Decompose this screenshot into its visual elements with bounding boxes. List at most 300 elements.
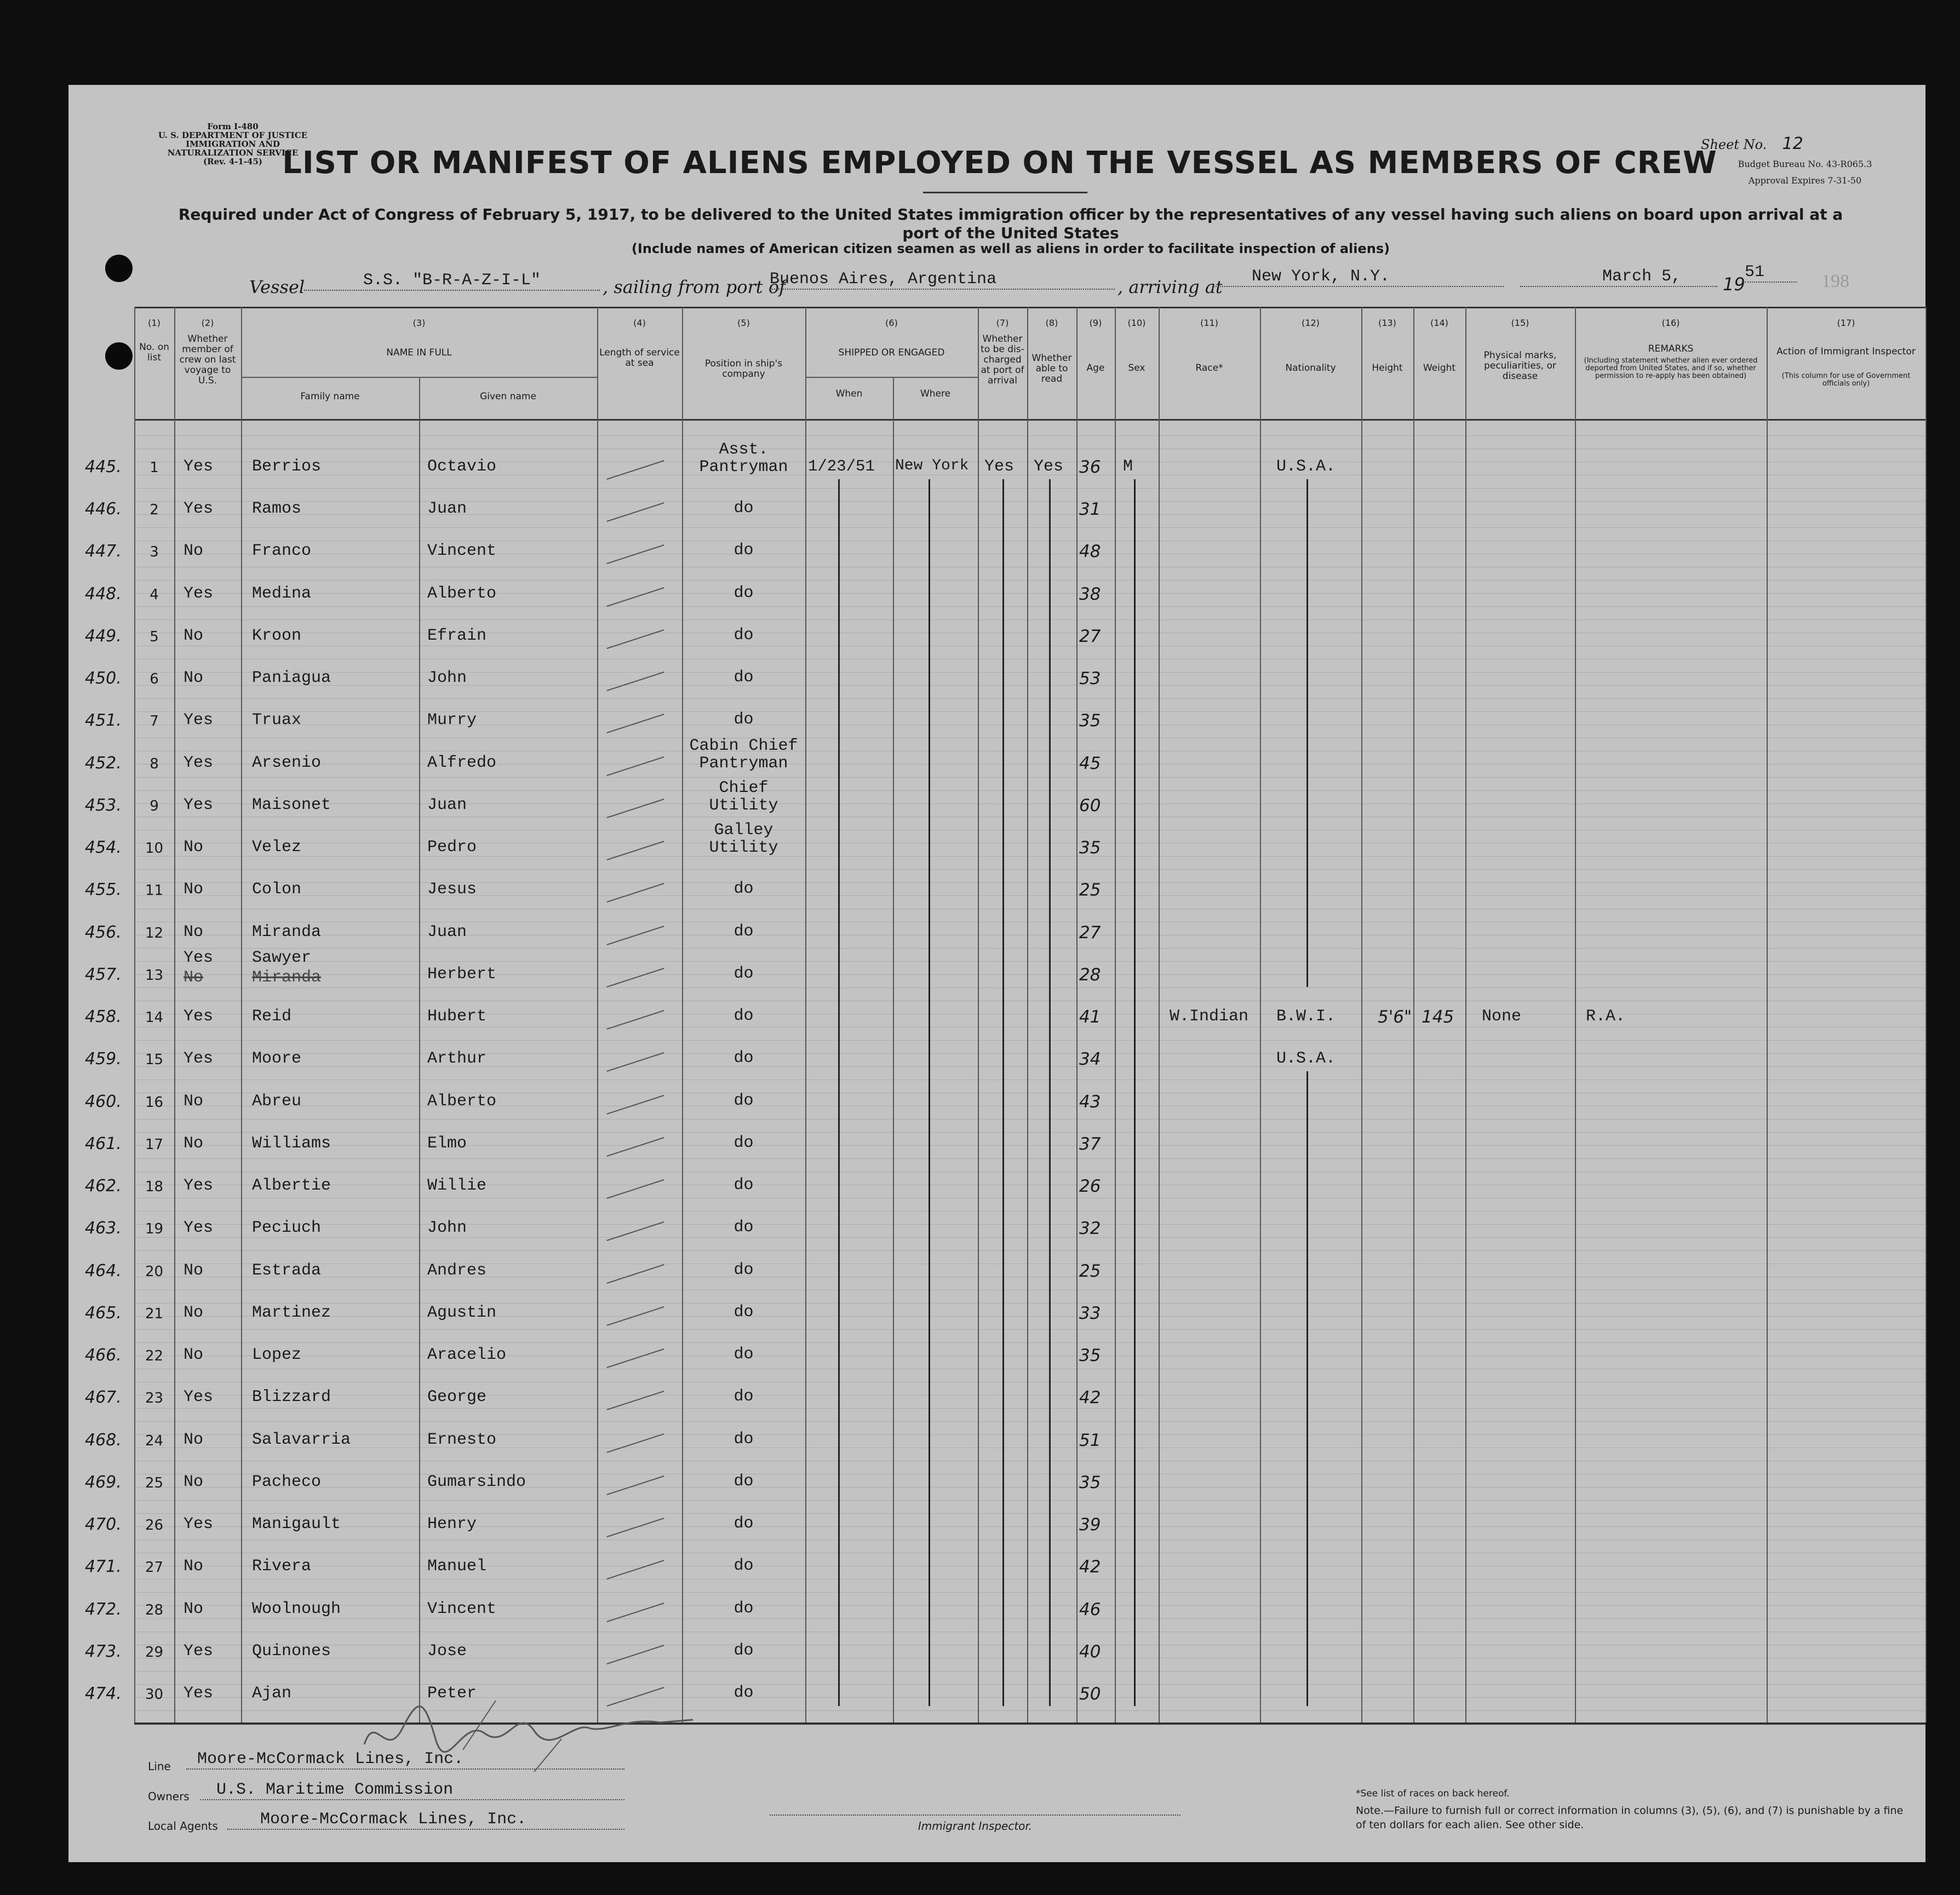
last-voyage: No [184,923,204,941]
page-title: LIST OR MANIFEST OF ALIENS EMPLOYED ON THE VESSEL AS MEMBERS OF CREW [282,145,1717,181]
age: 25 [1079,1261,1101,1281]
last-voyage: No [184,1346,204,1364]
title-rule [923,192,1087,193]
table-row [68,584,1925,623]
position: do [733,1641,754,1660]
column-number: (11) [1200,318,1218,328]
table-row [68,1600,1925,1638]
form-number: Form I-480 [207,122,259,131]
handwritten-ref: 462. [85,1176,122,1196]
handwritten-ref: 449. [85,627,122,646]
handwritten-ref: 460. [85,1092,122,1111]
age: 27 [1079,627,1101,646]
last-voyage: Yes [184,1049,214,1068]
family-name: Quinones [252,1642,331,1661]
struck-last-voyage: No [184,968,204,987]
position: do [733,1049,754,1067]
struck-family-name: Miranda [252,968,322,987]
sex: M [1123,457,1133,476]
handwritten-ref: 455. [85,880,122,899]
last-voyage: No [184,1557,204,1576]
service-tick-mark [606,1475,664,1495]
owners-label: Owners [148,1790,190,1803]
family-name: Arsenio [252,754,322,772]
handwritten-ref: 451. [85,711,122,730]
given-name: Alfredo [427,754,497,772]
table-row [68,880,1925,918]
given-name: George [427,1388,487,1406]
service-tick-mark [606,1221,664,1241]
position: do [733,1176,754,1195]
service-tick-mark [606,883,664,903]
header-when: When [835,388,863,399]
header-name-in-full: NAME IN FULL [386,347,452,358]
given-name: Vincent [427,542,497,560]
given-name: Pedro [427,838,477,857]
last-voyage: No [184,1473,204,1491]
given-name: Vincent [427,1600,497,1618]
header-remarks-note: (Including statement whether alien ever ordered deported from United States, and if so, whether permission to re-apply has been obtained) [1584,357,1758,380]
header-inspector-note: (This column for use of Government officials only) [1781,372,1911,388]
age: 45 [1079,754,1101,773]
given-name: Aracelio [427,1346,507,1364]
column-number: (3) [412,318,426,328]
handwritten-ref: 447. [85,542,122,561]
given-name: Alberto [427,584,497,603]
weight: 145 [1422,1007,1454,1027]
family-name: Rivera [252,1557,312,1576]
position: do [733,1092,754,1110]
list-number: 15 [145,1052,164,1068]
handwritten-ref: 452. [85,754,122,773]
last-voyage: Yes [184,1515,214,1534]
given-name: Efrain [427,627,487,645]
table-row [68,1049,1925,1088]
position: do [733,1303,754,1322]
vessel-name: S.S. "B-R-A-Z-I-L" [304,271,600,291]
list-number: 28 [145,1602,164,1618]
list-number: 21 [145,1306,164,1322]
family-name: Pacheco [252,1473,322,1491]
table-row [68,1219,1925,1257]
table-row [68,1007,1925,1046]
position: do [733,668,754,687]
age: 60 [1079,796,1101,816]
ditto-stroke [838,479,840,1706]
last-voyage: Yes [184,1642,214,1661]
punch-hole [105,255,133,282]
family-name: Woolnough [252,1600,341,1618]
given-name: Peter [427,1684,477,1703]
position: do [733,1134,754,1152]
manifest-sheet [68,85,1925,1862]
department: U. S. DEPARTMENT OF JUSTICE [158,130,308,140]
list-number: 25 [145,1475,164,1491]
age: 36 [1079,457,1101,477]
table-row [68,669,1925,707]
arrival-date: March 5, [1520,267,1717,287]
age: 32 [1079,1219,1101,1238]
position: Galley Utility [709,821,778,857]
given-name: Alberto [427,1092,497,1111]
table-row [68,1431,1925,1469]
table-row [68,542,1925,580]
ruled-line [134,580,1925,581]
age: 27 [1079,923,1101,943]
service-tick-mark [606,1645,664,1664]
agents-label: Local Agents [148,1819,218,1833]
last-voyage: Yes [184,796,214,814]
ruled-line [134,435,1925,436]
list-number: 1 [150,460,159,476]
last-voyage: No [184,542,204,560]
table-row [68,1473,1925,1511]
approval-expiry: Approval Expires 7-31-50 [1748,175,1862,186]
position: Cabin Chief Pantryman [689,737,798,773]
handwritten-ref: 457. [85,965,122,984]
service: IMMIGRATION AND NATURALIZATION SERVICE [167,139,299,158]
arriving-label: , arriving at [1117,277,1223,297]
list-number: 7 [150,713,159,730]
age: 38 [1079,584,1101,604]
age: 35 [1079,1346,1101,1365]
service-tick-mark [606,968,664,987]
list-number: 20 [145,1264,164,1280]
family-name: Albertie [252,1176,331,1195]
handwritten-ref: 472. [85,1600,122,1619]
position: do [733,1345,754,1364]
header-top-rule [134,307,1925,308]
header-shipped-engaged: SHIPPED OR ENGAGED [838,347,945,358]
last-voyage: No [184,1092,204,1111]
nationality: B.W.I. [1276,1007,1336,1026]
budget-info [1690,156,1920,189]
position: Chief Utility [709,779,778,815]
position: do [733,1557,754,1575]
ruled-line [134,1513,1925,1514]
header-family-name: Family name [300,391,360,402]
age: 53 [1079,669,1101,688]
given-name: John [427,1219,467,1237]
list-number: 30 [145,1686,164,1703]
family-name: Maisonet [252,796,331,814]
table-row [68,1515,1925,1553]
year-prefix: 19 [1723,274,1745,295]
family-name: Ajan [252,1684,292,1703]
given-name: Herbert [427,965,497,984]
list-number: 2 [150,502,159,518]
revision: (Rev. 4-1-45) [203,157,263,166]
position: do [733,964,754,983]
family-name: Salavarria [252,1431,351,1449]
handwritten-ref: 464. [85,1261,122,1280]
position: do [733,880,754,898]
handwritten-ref: 463. [85,1219,122,1238]
list-number: 11 [145,882,164,899]
column-number: (14) [1430,318,1448,328]
age: 33 [1079,1303,1101,1323]
given-name: Hubert [427,1007,487,1026]
header-able-to-read: Whether able to read [1031,353,1072,384]
family-name: Truax [252,711,302,730]
list-number: 19 [145,1221,164,1237]
position: do [733,922,754,941]
nationality: U.S.A. [1276,1049,1336,1068]
last-voyage: No [184,1431,204,1449]
table-row [68,1346,1925,1384]
family-name: Velez [252,838,302,857]
from-label: , sailing from port of [603,277,786,297]
header-race: Race* [1195,363,1223,374]
discharged: Yes [984,457,1015,476]
given-name: Gumarsindo [427,1473,526,1491]
list-number: 17 [145,1136,164,1153]
inspector-line [770,1814,1180,1817]
fine-note: Note.—Failure to furnish full or correct information in columns (3), (5), (6), and (7) is punishable by a fine of ten dollars for each alien. See other side. [1356,1805,1904,1831]
position: do [733,1599,754,1618]
list-number: 23 [145,1390,164,1406]
handwritten-ref: 466. [85,1346,122,1365]
given-name: Ernesto [427,1431,497,1449]
last-voyage: No [184,1303,204,1322]
given-name: Henry [427,1515,477,1534]
budget-number: Budget Bureau No. 43-R065.3 [1738,159,1872,169]
last-voyage: No [184,838,204,857]
column-number: (15) [1511,318,1529,328]
position: do [733,1007,754,1025]
service-tick-mark [606,671,664,691]
last-voyage: Yes [184,584,214,603]
column-number: (6) [885,318,898,328]
service-tick-mark [606,1179,664,1199]
header-remarks: REMARKS [1648,343,1694,354]
column-number: (5) [737,318,750,328]
family-name: Medina [252,584,312,603]
column-number: (8) [1045,318,1058,328]
service-tick-mark [606,799,664,818]
family-name: Abreu [252,1092,302,1111]
age: 50 [1079,1684,1101,1704]
age: 39 [1079,1515,1101,1535]
table-row [68,1092,1925,1130]
service-tick-mark [606,1560,664,1580]
last-voyage: No [184,669,204,687]
line-value: Moore-McCormack Lines, Inc. [186,1750,624,1770]
table-row [68,627,1925,665]
position: do [733,1684,754,1702]
age: 28 [1079,965,1101,985]
family-name: Manigault [252,1515,341,1534]
table-row [68,1303,1925,1342]
age: 35 [1079,711,1101,731]
position: do [733,710,754,729]
list-number: 24 [145,1433,164,1449]
header-list-no: No. on list [139,342,169,363]
family-name: Peciuch [252,1219,322,1237]
column-number: (9) [1089,318,1102,328]
ditto-stroke [1306,479,1308,987]
age: 31 [1079,499,1101,519]
remarks: R.A. [1586,1007,1626,1026]
list-number: 10 [145,840,164,857]
given-name: John [427,669,467,687]
given-name: Juan [427,796,467,814]
table-row [68,1557,1925,1595]
sheet-no-value: 12 [1782,134,1803,153]
header-inspector-action: Action of Immigrant Inspector [1776,346,1916,357]
service-tick-mark [606,841,664,860]
family-name: Ramos [252,499,302,518]
race-note: *See list of races on back hereof. [1356,1788,1510,1799]
service-tick-mark [606,1603,664,1622]
position: do [733,584,754,602]
position: Asst. Pantryman [699,440,788,476]
family-name: Kroon [252,627,302,645]
column-number: (1) [148,318,161,328]
last-voyage: No [184,1261,204,1280]
handwritten-ref: 473. [85,1642,122,1661]
shipped-when: 1/23/51 [808,457,875,475]
last-voyage: Yes [184,1007,214,1026]
family-name: Franco [252,542,312,560]
position: do [733,1261,754,1279]
service-tick-mark [606,502,664,522]
arriving-port: New York, N.Y. [1213,267,1504,287]
table-row [68,1684,1925,1722]
service-tick-mark [606,460,664,480]
service-tick-mark [606,756,664,776]
owners-value: U.S. Maritime Commission [200,1781,624,1800]
given-name: Juan [427,499,467,518]
ditto-stroke [1306,1071,1308,1706]
position: do [733,626,754,645]
subtitle: Required under Act of Congress of February 5, 1917, to be delivered to the United States immigration officer by the representatives of any vessel having such aliens on board upon arrival at a port of the United States [178,205,1843,242]
handwritten-ref: 454. [85,838,122,857]
age: 48 [1079,542,1101,561]
family-name: Lopez [252,1346,302,1364]
handwritten-ref: 450. [85,669,122,688]
column-number: (13) [1378,318,1396,328]
service-tick-mark [606,714,664,733]
header-sex: Sex [1128,363,1145,374]
age: 51 [1079,1431,1101,1450]
last-voyage: Yes [184,949,214,967]
service-tick-mark [606,1010,664,1030]
nationality: U.S.A. [1276,457,1336,476]
ditto-stroke [1002,479,1004,1706]
able-to-read: Yes [1034,457,1064,476]
list-number: 18 [145,1179,164,1195]
column-number: (17) [1837,318,1855,328]
age: 42 [1079,1388,1101,1408]
handwritten-ref: 474. [85,1684,122,1703]
last-voyage: Yes [184,754,214,772]
age: 35 [1079,1473,1101,1492]
shipped-sub-rule [805,377,978,378]
service-tick-mark [606,587,664,607]
column-number: (2) [201,318,214,328]
header-weight: Weight [1423,363,1456,374]
given-name: Jesus [427,880,477,899]
given-name: Andres [427,1261,487,1280]
given-name: Jose [427,1642,467,1661]
position: do [733,499,754,518]
punch-hole [105,342,133,370]
column-number: (12) [1302,318,1320,328]
list-number: 8 [150,756,159,772]
handwritten-ref: 446. [85,499,122,519]
handwritten-ref: 459. [85,1049,122,1069]
table-row [68,779,1925,834]
list-number: 27 [145,1559,164,1576]
age: 34 [1079,1049,1101,1069]
height: 5'6" [1378,1007,1412,1027]
table-row [68,1642,1925,1680]
column-number: (10) [1127,318,1146,328]
header-last-voyage: Whether member of crew on last voyage to U.S. [179,334,236,386]
given-name: Arthur [427,1049,487,1068]
position: do [733,541,754,560]
header-where: Where [920,388,951,399]
list-number: 5 [150,629,159,645]
list-number: 6 [150,671,159,687]
column-line [1925,307,1927,1722]
table-row [68,1261,1925,1300]
service-tick-mark [606,1264,664,1284]
list-number: 29 [145,1644,164,1661]
table-row [68,499,1925,538]
table-row [68,949,1925,1003]
table-row [68,440,1925,496]
ditto-stroke [1134,479,1136,1706]
stamp-number: 198 [1821,271,1849,291]
service-tick-mark [606,629,664,649]
last-voyage: Yes [184,1388,214,1406]
handwritten-ref: 469. [85,1473,122,1492]
inspector-label: Immigrant Inspector. [918,1819,1033,1833]
header-length-of-service: Length of service at sea [599,347,680,369]
given-name: Agustin [427,1303,497,1322]
list-number: 22 [145,1348,164,1364]
last-voyage: Yes [184,1219,214,1237]
position: do [733,1514,754,1533]
physical-marks: None [1482,1007,1522,1026]
handwritten-ref: 465. [85,1303,122,1323]
header-bottom-rule [134,419,1925,421]
age: 37 [1079,1134,1101,1154]
list-number: 26 [145,1517,164,1534]
header-age: Age [1086,363,1105,374]
header-given-name: Given name [480,391,536,402]
given-name: Manuel [427,1557,487,1576]
age: 41 [1079,1007,1101,1027]
list-number: 9 [150,798,159,814]
last-voyage: No [184,627,204,645]
position: do [733,1218,754,1237]
handwritten-ref: 445. [85,457,122,476]
table-row [68,737,1925,792]
handwritten-ref: 456. [85,923,122,942]
list-number: 12 [145,925,164,941]
handwritten-ref: 467. [85,1388,122,1407]
header-height: Height [1372,363,1403,374]
line-label: Line [148,1760,171,1773]
last-voyage: No [184,1134,204,1153]
list-number: 4 [150,587,159,603]
handwritten-ref: 458. [85,1007,122,1026]
list-number: 16 [145,1094,164,1111]
service-tick-mark [606,1095,664,1115]
